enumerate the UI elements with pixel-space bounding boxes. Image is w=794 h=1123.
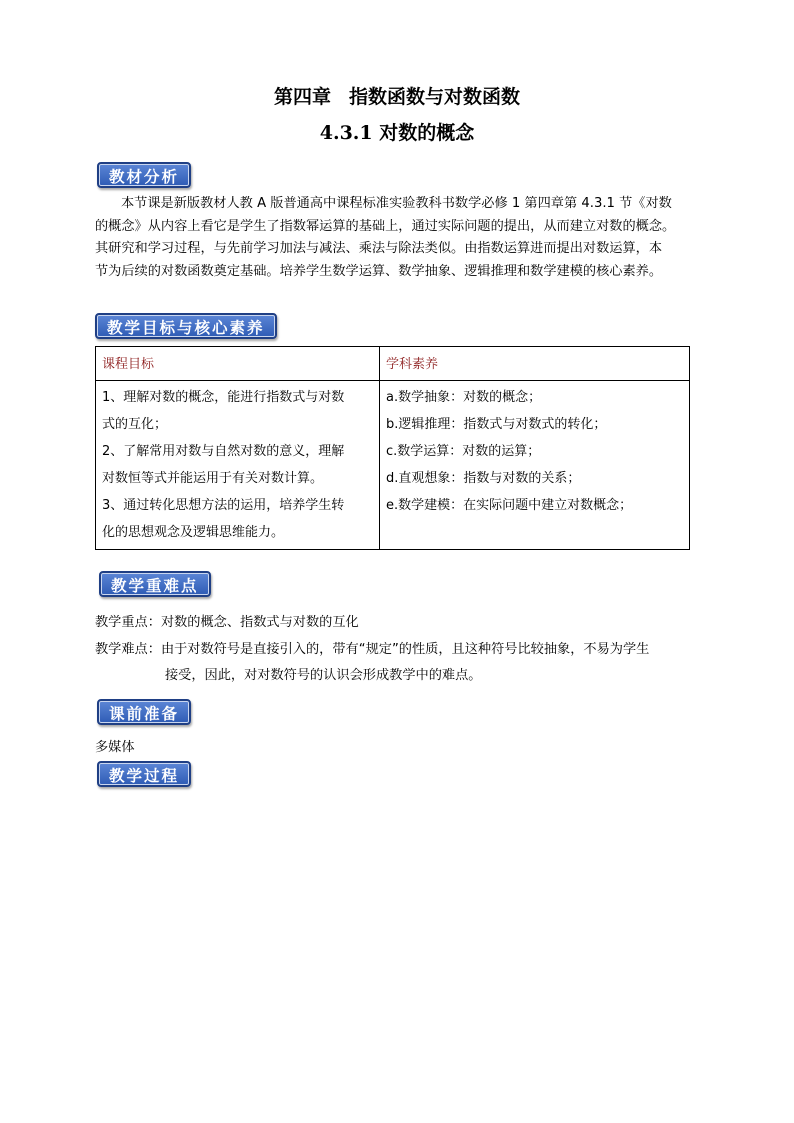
course-goal-line: 2、了解常用对数与自然对数的意义，理解 xyxy=(102,444,345,459)
difficulty-text: 由于对数符号是直接引入的，带有“规定”的性质，且这种符号比较抽象，不易为学生 xyxy=(160,642,650,657)
course-goals-cell xyxy=(96,381,380,550)
prep-text: 多媒体 xyxy=(95,740,135,755)
difficulty-line xyxy=(95,638,649,657)
analysis-line: 其研究和学习过程，与先前学习加法与减法、乘法与除法类似。由指数运算进而提出对数运算，本 xyxy=(95,241,663,256)
course-goal-line: 1、理解对数的概念，能进行指数式与对数 xyxy=(102,390,345,405)
literacy-line: e.数学建模：在实际问题中建立对数概念； xyxy=(386,498,633,513)
focus-line xyxy=(95,611,359,630)
header-literacy: 学科素养 xyxy=(380,347,690,381)
section-badge-keypoints: 教学重难点 xyxy=(99,571,211,597)
course-goal-line: 式的互化； xyxy=(102,417,168,432)
analysis-paragraph xyxy=(95,193,703,283)
course-goal-line: 3、通过转化思想方法的运用，培养学生转 xyxy=(102,498,345,513)
goals-table-row xyxy=(96,381,690,550)
section-badge-analysis: 教材分析 xyxy=(97,162,191,188)
lesson-title: 4.3.1 对数的概念 xyxy=(319,122,475,144)
section-badge-prep: 课前准备 xyxy=(97,699,191,725)
literacy-line: c.数学运算：对数的运算； xyxy=(386,444,541,459)
literacy-line: a.数学抽象：对数的概念； xyxy=(386,390,542,405)
focus-text: 对数的概念、指数式与对数的互化 xyxy=(160,615,359,630)
course-goal-line: 化的思想观念及逻辑思维能力。 xyxy=(102,525,285,540)
section-badge-process: 教学过程 xyxy=(97,761,191,787)
goals-table-header-row xyxy=(96,347,690,381)
goals-table xyxy=(95,346,690,550)
focus-label: 教学重点： xyxy=(95,615,161,630)
analysis-line: 的概念》从内容上看它是学生了指数幂运算的基础上，通过实际问题的提出，从而建立对数的概念。 xyxy=(95,218,676,234)
literacy-line: b.逻辑推理：指数式与对数式的转化； xyxy=(386,417,607,432)
chapter-number: 第四章 xyxy=(273,86,331,108)
analysis-line: 本节课是新版教材人教 A 版普通高中课程标准实验教科书数学必修 1 第四章第 4.3.1 节《对数 xyxy=(121,196,672,211)
chapter-heading xyxy=(0,82,794,109)
literacy-line: d.直观想象：指数与对数的关系； xyxy=(386,471,581,486)
literacy-cell xyxy=(380,381,690,550)
course-goal-line: 对数恒等式并能运用于有关对数计算。 xyxy=(102,471,324,486)
header-course-goals: 课程目标 xyxy=(96,347,380,381)
difficulty-text-continued: 接受，因此，对对数符号的认识会形成教学中的难点。 xyxy=(165,668,482,683)
section-badge-goals: 教学目标与核心素养 xyxy=(95,313,277,339)
chapter-title: 指数函数与对数函数 xyxy=(349,86,521,108)
difficulty-label: 教学难点： xyxy=(95,642,161,657)
analysis-line: 节为后续的对数函数奠定基础。培养学生数学运算、数学抽象、逻辑推理和数学建模的核心素养。 xyxy=(95,263,663,279)
